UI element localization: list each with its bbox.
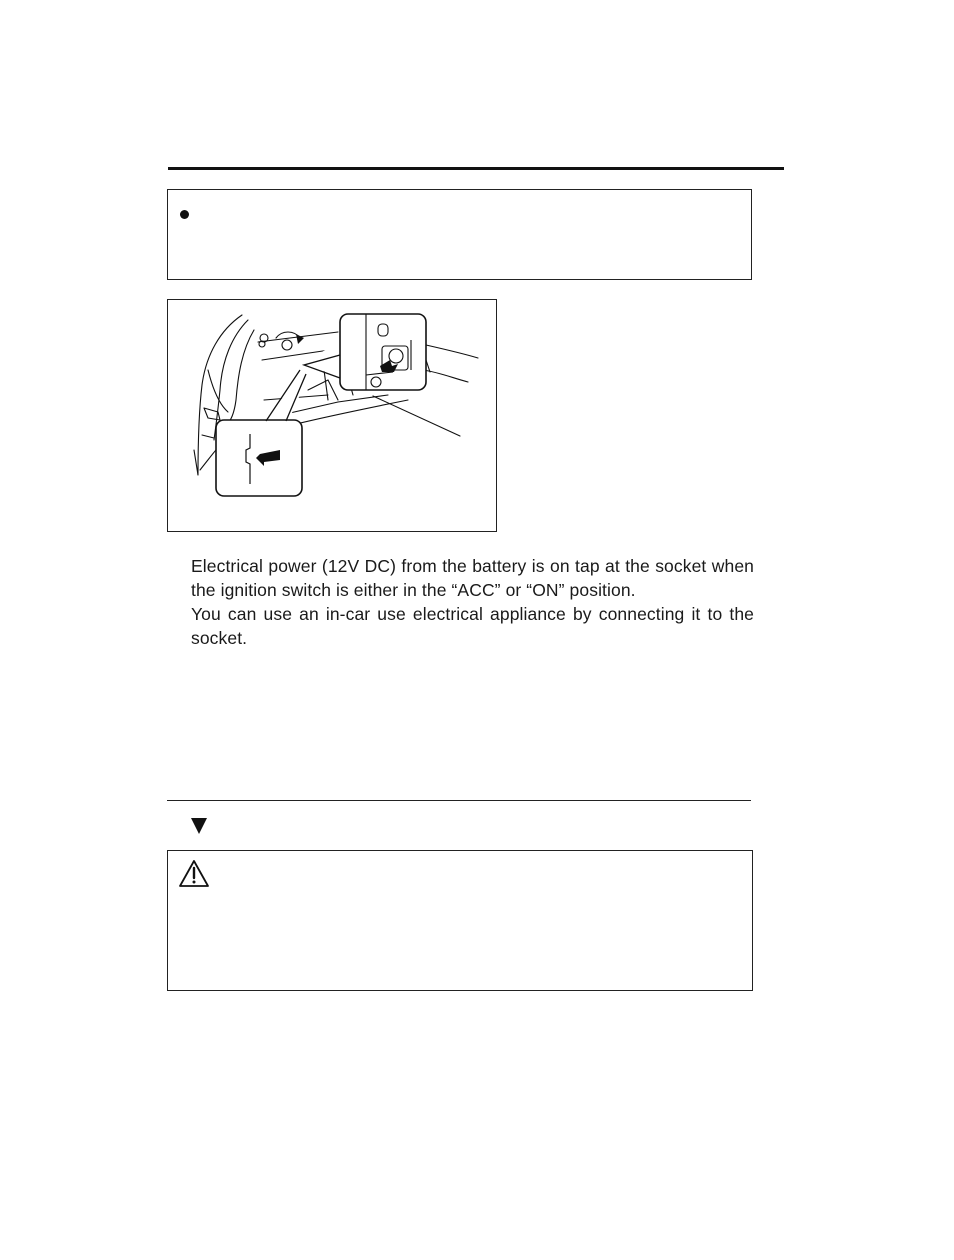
socket-illustration xyxy=(167,299,497,532)
triangle-down-icon xyxy=(191,818,207,834)
paragraph-appliance-info: You can use an in-car use electrical appliance by connecting it to the socket. xyxy=(191,604,754,648)
socket-line-drawing xyxy=(168,300,498,533)
paragraph-power-info: Electrical power (12V DC) from the battery is on tap at the socket when the ignition switch is either in the “ACC” or “ON” position. xyxy=(191,556,754,600)
caution-box xyxy=(167,850,753,991)
section-rule xyxy=(167,800,751,801)
note-box xyxy=(167,189,752,280)
bullet-icon xyxy=(180,210,189,219)
warning-triangle-icon xyxy=(178,859,210,889)
header-rule xyxy=(168,167,784,170)
body-text xyxy=(191,554,754,650)
